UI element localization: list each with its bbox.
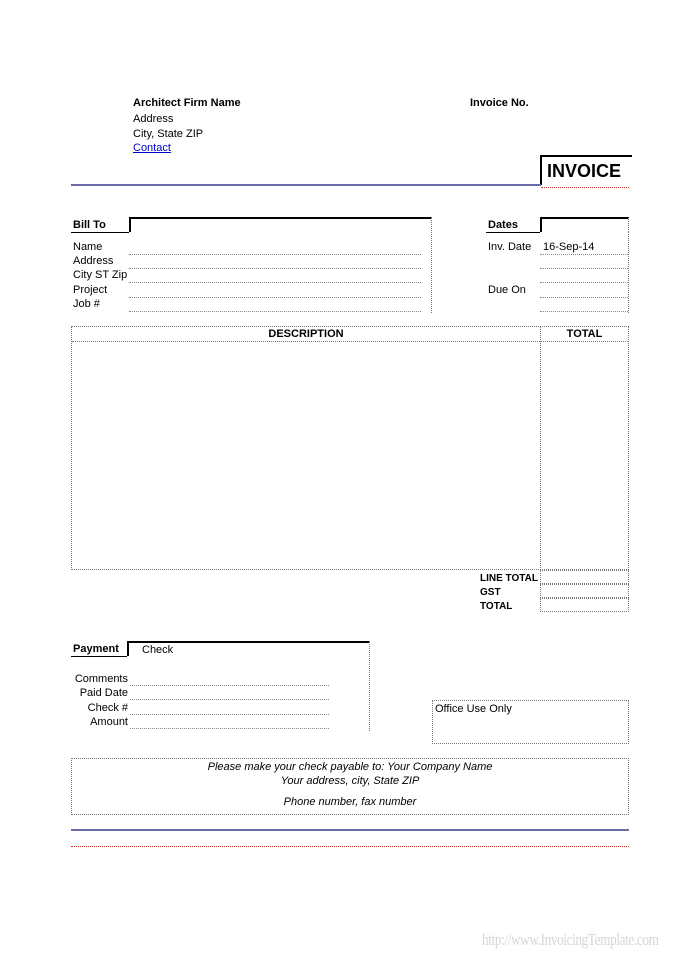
invoice-title: INVOICE <box>547 161 622 181</box>
invoice-title-box <box>540 155 632 185</box>
due-on-label: Due On <box>488 284 526 296</box>
payment-header-box <box>127 641 369 656</box>
note-line-phone: Phone number, fax number <box>283 796 417 808</box>
header-red-dotted-line <box>541 187 629 188</box>
bill-to-job-field[interactable] <box>129 311 421 312</box>
footer-red-dotted-line <box>71 846 629 847</box>
watermark-text: http://www.InvoicingTemplate.com <box>482 930 659 949</box>
description-column[interactable] <box>71 326 541 570</box>
note-line-address: Your address, city, State ZIP <box>280 775 420 787</box>
bill-to-name-field[interactable] <box>129 254 421 255</box>
gst-field[interactable] <box>540 584 629 598</box>
invoice-no-label: Invoice No. <box>470 97 529 109</box>
total-header: TOTAL <box>541 327 628 342</box>
bill-to-city-field[interactable] <box>129 282 421 283</box>
check-no-field[interactable] <box>130 714 329 715</box>
office-use-box[interactable] <box>432 700 629 744</box>
payment-label-check-no: Check # <box>87 702 128 714</box>
line-total-label: LINE TOTAL <box>480 573 538 584</box>
firm-address: Address <box>133 113 174 125</box>
description-header: DESCRIPTION <box>72 327 540 342</box>
inv-date-label: Inv. Date <box>488 241 532 253</box>
total-field[interactable] <box>540 598 629 612</box>
payment-section <box>71 641 370 731</box>
amount-field[interactable] <box>130 728 329 729</box>
payment-note-box <box>71 758 629 815</box>
note-line-payable: Please make your check payable to: Your Company Name <box>207 761 493 773</box>
bill-to-label-project: Project <box>73 284 108 296</box>
gst-label: GST <box>480 587 501 598</box>
bill-to-title: Bill To <box>73 219 106 231</box>
total-label: TOTAL <box>480 601 513 612</box>
firm-city-state-zip: City, State ZIP <box>133 128 204 140</box>
bill-to-project-field[interactable] <box>129 297 421 298</box>
bill-to-label-job: Job # <box>73 298 100 310</box>
office-use-label: Office Use Only <box>435 703 512 715</box>
bill-to-address-field[interactable] <box>129 268 421 269</box>
dates-title: Dates <box>488 219 518 231</box>
footer-accent-line <box>71 829 629 831</box>
line-total-field[interactable] <box>540 570 629 584</box>
payment-label-comments: Comments <box>74 673 128 685</box>
due-on-field[interactable] <box>540 297 628 298</box>
paid-date-field[interactable] <box>130 699 329 700</box>
payment-label-amount: Amount <box>90 716 128 728</box>
payment-method[interactable]: Check <box>142 644 174 656</box>
payment-label-paid-date: Paid Date <box>79 687 128 699</box>
comments-field[interactable] <box>130 685 329 686</box>
bill-to-header-box <box>129 217 431 232</box>
bill-to-section <box>71 217 432 313</box>
payment-title: Payment <box>73 643 119 655</box>
dates-section <box>486 217 629 313</box>
header-accent-line <box>71 184 541 186</box>
inv-date-value[interactable]: 16-Sep-14 <box>543 241 595 253</box>
contact-link[interactable]: Contact <box>133 142 171 154</box>
total-column[interactable] <box>540 326 629 570</box>
dates-header-box <box>540 217 629 232</box>
bill-to-label-name: Name <box>73 241 103 253</box>
firm-name: Architect Firm Name <box>133 97 241 109</box>
bill-to-label-address: Address <box>73 255 114 267</box>
bill-to-label-city: City ST Zip <box>73 269 128 281</box>
